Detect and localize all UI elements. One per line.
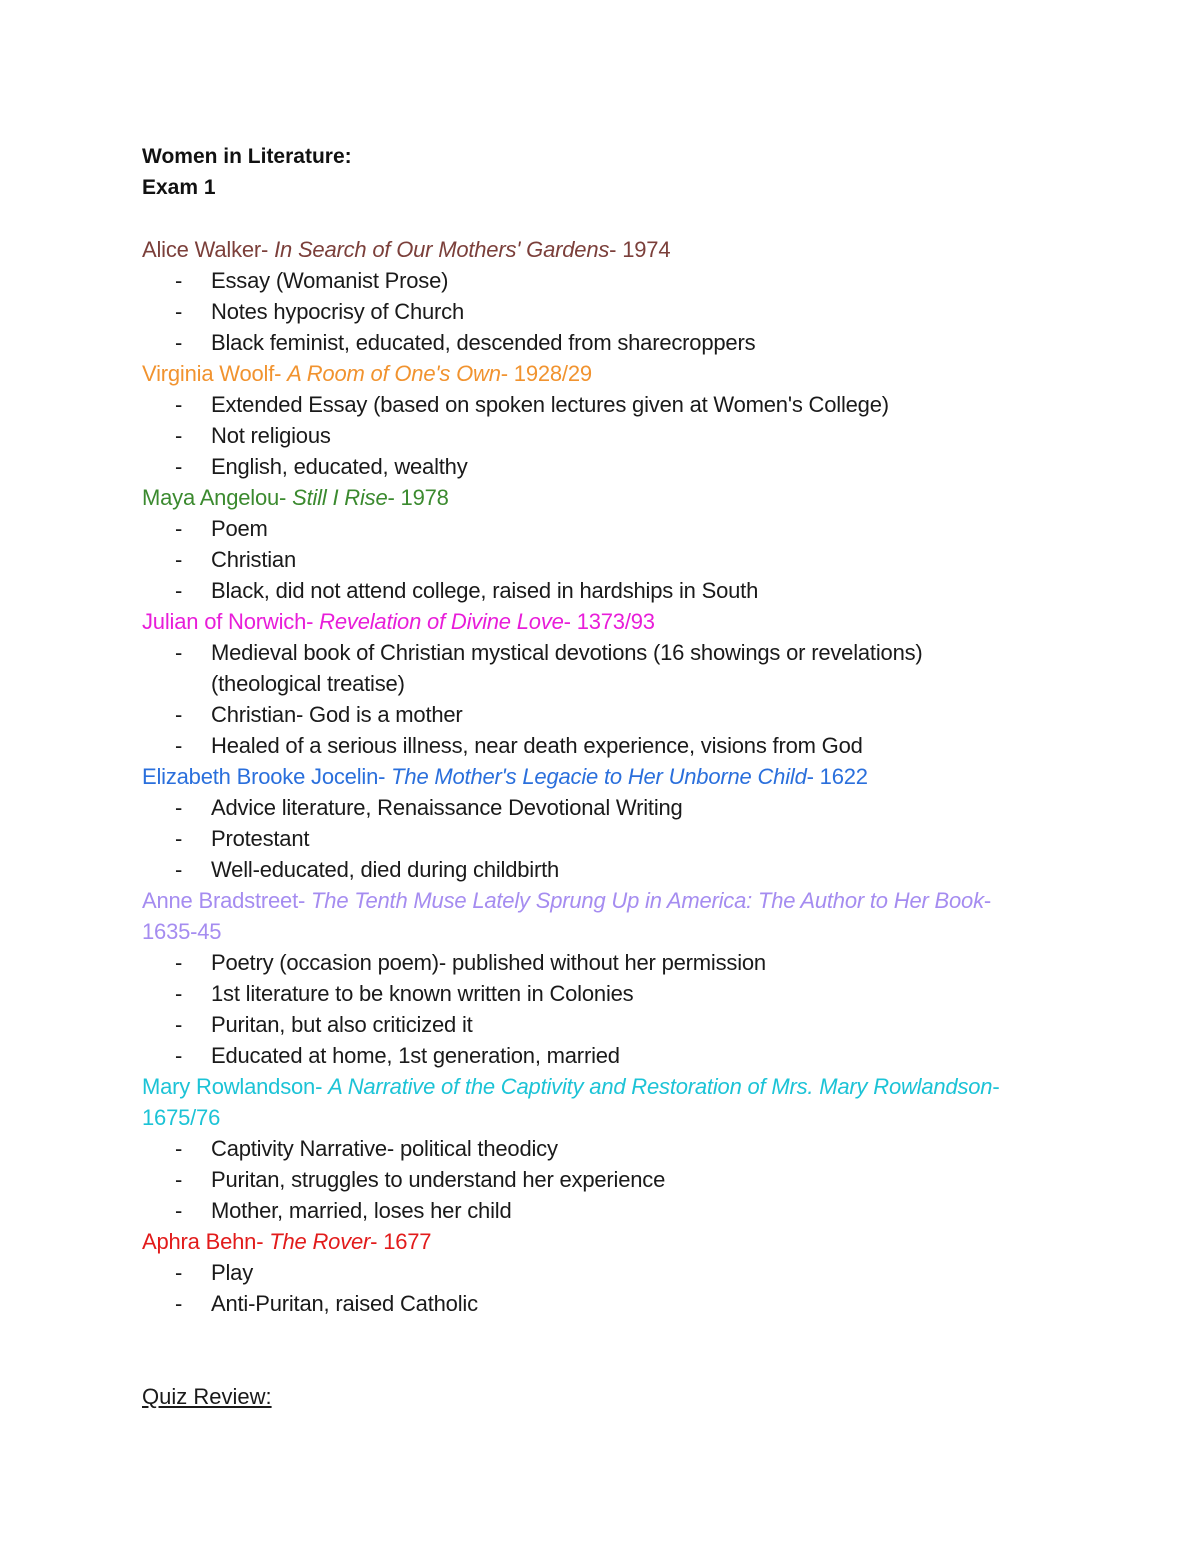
note-item <box>142 1288 1022 1319</box>
bullet-dash: - <box>175 1136 183 1161</box>
entry-notes <box>142 389 1022 482</box>
bullet-dash: - <box>175 795 183 820</box>
note-text: Play <box>211 1260 253 1285</box>
work-title: In Search of Our Mothers' Gardens <box>274 237 610 262</box>
bullet-dash: - <box>175 1012 183 1037</box>
entry-notes <box>142 637 1022 761</box>
note-text: Not religious <box>211 423 331 448</box>
work-year: 1373/93 <box>576 609 655 634</box>
entry-notes <box>142 792 1022 885</box>
work-title: A Room of One's Own <box>287 361 501 386</box>
bullet-dash: - <box>175 1043 183 1068</box>
entry-heading: Anne Bradstreet- The Tenth Muse Lately Sprung Up in America: The Author to Her Book- 1635-45 <box>142 888 992 944</box>
document-body <box>142 141 1022 1412</box>
note-item <box>142 451 1022 482</box>
note-item <box>142 1133 1022 1164</box>
bullet-dash: - <box>175 826 183 851</box>
entry-notes <box>142 1133 1022 1226</box>
note-text: Poetry (occasion poem)- published without her permission <box>211 950 766 975</box>
note-item <box>142 1040 1022 1071</box>
spacer <box>142 203 1022 234</box>
bullet-dash: - <box>175 1260 183 1285</box>
bullet-dash: - <box>175 578 183 603</box>
note-item <box>142 296 1022 327</box>
note-text: Essay (Womanist Prose) <box>211 268 449 293</box>
work-title: The Mother's Legacie to Her Unborne Child <box>391 764 807 789</box>
author-name: Anne Bradstreet <box>142 888 298 913</box>
bullet-dash: - <box>175 1167 183 1192</box>
work-year: 1974 <box>622 237 671 262</box>
note-item <box>142 1164 1022 1195</box>
author-name: Virginia Woolf <box>142 361 275 386</box>
note-item <box>142 327 1022 358</box>
author-name: Mary Rowlandson <box>142 1074 316 1099</box>
bullet-dash: - <box>175 640 183 665</box>
note-item <box>142 978 1022 1009</box>
note-text: Well-educated, died during childbirth <box>211 857 560 882</box>
entry-heading: Virginia Woolf- A Room of One's Own- 1928/29 <box>142 361 592 386</box>
work-title: The Rover <box>269 1229 371 1254</box>
entry-notes <box>142 1257 1022 1319</box>
work-year: 1635-45 <box>142 919 222 944</box>
note-item <box>142 730 1022 761</box>
note-item <box>142 792 1022 823</box>
author-name: Alice Walker <box>142 237 262 262</box>
work-year: 1928/29 <box>513 361 592 386</box>
work-title: Revelation of Divine Love <box>319 609 564 634</box>
author-name: Maya Angelou <box>142 485 280 510</box>
entry-notes <box>142 513 1022 606</box>
bullet-dash: - <box>175 1291 183 1316</box>
author-name: Julian of Norwich <box>142 609 307 634</box>
bullet-dash: - <box>175 268 183 293</box>
note-item <box>142 544 1022 575</box>
note-text: Notes hypocrisy of Church <box>211 299 464 324</box>
work-year: 1978 <box>400 485 449 510</box>
work-title: A Narrative of the Captivity and Restoration of Mrs. Mary Rowlandson <box>328 1074 993 1099</box>
note-text: Educated at home, 1st generation, married <box>211 1043 620 1068</box>
bullet-dash: - <box>175 981 183 1006</box>
note-item <box>142 420 1022 451</box>
note-text: Mother, married, loses her child <box>211 1198 512 1223</box>
document-title: Women in Literature: <box>142 145 352 168</box>
note-text: Extended Essay (based on spoken lectures given at Women's College) <box>211 392 889 417</box>
note-item <box>142 947 1022 978</box>
note-text: Medieval book of Christian mystical devotions (16 showings or revelations) (theological treatise) <box>211 640 923 696</box>
note-text: Puritan, struggles to understand her experience <box>211 1167 666 1192</box>
bullet-dash: - <box>175 733 183 758</box>
work-year: 1677 <box>383 1229 432 1254</box>
bullet-dash: - <box>175 857 183 882</box>
bullet-dash: - <box>175 454 183 479</box>
work-year: 1675/76 <box>142 1105 221 1130</box>
entry-notes <box>142 947 1022 1071</box>
entries-list <box>142 234 1022 1319</box>
note-item <box>142 389 1022 420</box>
bullet-dash: - <box>175 702 183 727</box>
note-text: Black feminist, educated, descended from sharecroppers <box>211 330 756 355</box>
note-item <box>142 575 1022 606</box>
note-text: English, educated, wealthy <box>211 454 468 479</box>
note-item <box>142 1009 1022 1040</box>
note-text: Healed of a serious illness, near death experience, visions from God <box>211 733 863 758</box>
note-item <box>142 513 1022 544</box>
entry-heading: Alice Walker- In Search of Our Mothers' Gardens- 1974 <box>142 237 671 262</box>
entry-notes <box>142 265 1022 358</box>
entry-heading: Maya Angelou- Still I Rise- 1978 <box>142 485 449 510</box>
note-item <box>142 1195 1022 1226</box>
note-item <box>142 1257 1022 1288</box>
note-item <box>142 823 1022 854</box>
note-text: Captivity Narrative- political theodicy <box>211 1136 558 1161</box>
note-text: Anti-Puritan, raised Catholic <box>211 1291 478 1316</box>
note-text: Black, did not attend college, raised in hardships in South <box>211 578 759 603</box>
bullet-dash: - <box>175 516 183 541</box>
note-text: Protestant <box>211 826 310 851</box>
bullet-dash: - <box>175 1198 183 1223</box>
bullet-dash: - <box>175 950 183 975</box>
entry-heading: Elizabeth Brooke Jocelin- The Mother's Legacie to Her Unborne Child- 1622 <box>142 764 868 789</box>
author-name: Aphra Behn <box>142 1229 257 1254</box>
work-title: Still I Rise <box>292 485 388 510</box>
note-item <box>142 854 1022 885</box>
bullet-dash: - <box>175 547 183 572</box>
note-text: Poem <box>211 516 268 541</box>
note-text: 1st literature to be known written in Colonies <box>211 981 634 1006</box>
note-item <box>142 265 1022 296</box>
entry-heading: Mary Rowlandson- A Narrative of the Captivity and Restoration of Mrs. Mary Rowlandson- 1675/76 <box>142 1074 1000 1130</box>
note-text: Puritan, but also criticized it <box>211 1012 473 1037</box>
note-text: Christian <box>211 547 297 572</box>
bullet-dash: - <box>175 392 183 417</box>
quiz-review-heading: Quiz Review: <box>142 1384 272 1409</box>
bullet-dash: - <box>175 299 183 324</box>
bullet-dash: - <box>175 423 183 448</box>
work-title: The Tenth Muse Lately Sprung Up in America: The Author to Her Book <box>311 888 984 913</box>
work-year: 1622 <box>819 764 868 789</box>
note-text: Advice literature, Renaissance Devotional Writing <box>211 795 683 820</box>
document-subtitle: Exam 1 <box>142 176 216 199</box>
bullet-dash: - <box>175 330 183 355</box>
note-text: Christian- God is a mother <box>211 702 463 727</box>
note-item <box>142 699 1022 730</box>
entry-heading: Aphra Behn- The Rover- 1677 <box>142 1229 432 1254</box>
entry-heading: Julian of Norwich- Revelation of Divine Love- 1373/93 <box>142 609 655 634</box>
author-name: Elizabeth Brooke Jocelin <box>142 764 379 789</box>
note-item <box>142 637 1022 699</box>
